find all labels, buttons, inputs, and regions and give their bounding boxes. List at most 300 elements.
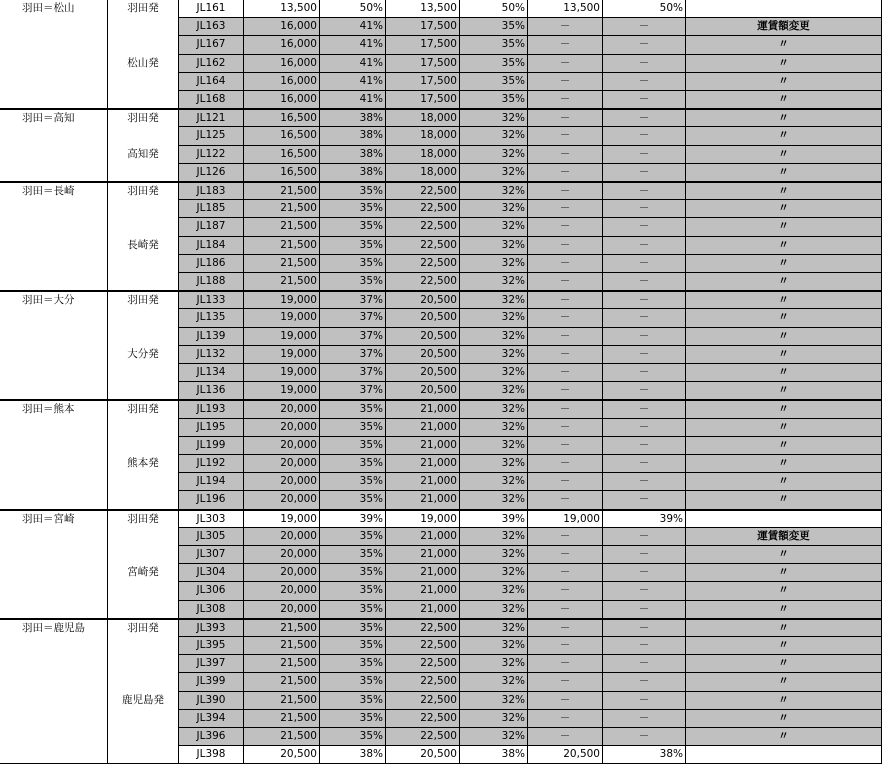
discount-3-cell: － bbox=[603, 364, 686, 382]
fare-1-cell: 21,500 bbox=[244, 637, 320, 655]
discount-3-cell: － bbox=[603, 164, 686, 182]
fare-2-cell: 22,500 bbox=[386, 255, 460, 273]
discount-2-cell: 32% bbox=[460, 437, 528, 455]
discount-2-cell: 32% bbox=[460, 710, 528, 728]
fare-3-cell: － bbox=[528, 91, 603, 109]
note-cell: 〃 bbox=[686, 255, 882, 273]
discount-3-cell: － bbox=[603, 473, 686, 491]
flight-number-cell: JL163 bbox=[179, 18, 244, 36]
discount-2-cell: 32% bbox=[460, 309, 528, 327]
direction-cell: 羽田発 bbox=[108, 399, 179, 455]
fare-2-cell: 21,000 bbox=[386, 455, 460, 473]
discount-3-cell: － bbox=[603, 309, 686, 327]
fare-2-cell: 22,500 bbox=[386, 618, 460, 637]
flight-number-cell: JL304 bbox=[179, 564, 244, 582]
discount-2-cell: 32% bbox=[460, 146, 528, 164]
discount-3-cell: － bbox=[603, 655, 686, 673]
discount-3-cell: － bbox=[603, 673, 686, 691]
flight-number-cell: JL139 bbox=[179, 328, 244, 346]
fare-3-cell: － bbox=[528, 255, 603, 273]
discount-2-cell: 32% bbox=[460, 473, 528, 491]
discount-2-cell: 32% bbox=[460, 564, 528, 582]
flight-number-cell: JL184 bbox=[179, 237, 244, 255]
discount-1-cell: 41% bbox=[320, 73, 386, 91]
fare-1-cell: 20,500 bbox=[244, 746, 320, 764]
fare-3-cell: － bbox=[528, 618, 603, 637]
discount-3-cell: － bbox=[603, 455, 686, 473]
discount-2-cell: 32% bbox=[460, 582, 528, 600]
flight-number-cell: JL122 bbox=[179, 146, 244, 164]
note-cell: 〃 bbox=[686, 273, 882, 291]
discount-3-cell: － bbox=[603, 237, 686, 255]
discount-1-cell: 35% bbox=[320, 546, 386, 564]
note-cell: 〃 bbox=[686, 582, 882, 600]
note-cell: 運賃額変更 bbox=[686, 528, 882, 546]
discount-3-cell: 38% bbox=[603, 746, 686, 764]
discount-3-cell: － bbox=[603, 582, 686, 600]
discount-1-cell: 37% bbox=[320, 290, 386, 309]
flight-number-cell: JL167 bbox=[179, 36, 244, 54]
discount-3-cell: － bbox=[603, 18, 686, 36]
flight-number-cell: JL195 bbox=[179, 419, 244, 437]
fare-3-cell: － bbox=[528, 273, 603, 291]
fare-1-cell: 20,000 bbox=[244, 528, 320, 546]
discount-3-cell: － bbox=[603, 419, 686, 437]
note-cell: 〃 bbox=[686, 146, 882, 164]
flight-number-cell: JL161 bbox=[179, 0, 244, 18]
note-cell: 〃 bbox=[686, 108, 882, 127]
route-cell: 羽田＝熊本 bbox=[0, 399, 108, 509]
fare-1-cell: 19,000 bbox=[244, 346, 320, 364]
fare-3-cell: － bbox=[528, 728, 603, 746]
fare-3-cell: － bbox=[528, 419, 603, 437]
discount-1-cell: 35% bbox=[320, 218, 386, 236]
note-cell: 〃 bbox=[686, 218, 882, 236]
flight-number-cell: JL399 bbox=[179, 673, 244, 691]
direction-cell: 宮崎発 bbox=[108, 564, 179, 619]
fare-1-cell: 19,000 bbox=[244, 309, 320, 327]
discount-2-cell: 32% bbox=[460, 164, 528, 182]
fare-1-cell: 21,500 bbox=[244, 618, 320, 637]
fare-3-cell: － bbox=[528, 564, 603, 582]
flight-number-cell: JL395 bbox=[179, 637, 244, 655]
fare-1-cell: 21,500 bbox=[244, 692, 320, 710]
fare-1-cell: 21,500 bbox=[244, 655, 320, 673]
fare-2-cell: 22,500 bbox=[386, 692, 460, 710]
discount-1-cell: 35% bbox=[320, 728, 386, 746]
discount-1-cell: 41% bbox=[320, 55, 386, 73]
discount-2-cell: 50% bbox=[460, 0, 528, 18]
fare-2-cell: 18,000 bbox=[386, 108, 460, 127]
fare-3-cell: － bbox=[528, 382, 603, 400]
discount-1-cell: 35% bbox=[320, 473, 386, 491]
fare-3-cell: － bbox=[528, 710, 603, 728]
discount-3-cell: － bbox=[603, 328, 686, 346]
fare-1-cell: 21,500 bbox=[244, 710, 320, 728]
flight-number-cell: JL162 bbox=[179, 55, 244, 73]
fare-2-cell: 17,500 bbox=[386, 55, 460, 73]
discount-1-cell: 35% bbox=[320, 655, 386, 673]
discount-2-cell: 38% bbox=[460, 746, 528, 764]
fare-2-cell: 20,500 bbox=[386, 364, 460, 382]
discount-1-cell: 35% bbox=[320, 528, 386, 546]
fare-2-cell: 22,500 bbox=[386, 728, 460, 746]
flight-number-cell: JL192 bbox=[179, 455, 244, 473]
fare-2-cell: 18,000 bbox=[386, 127, 460, 145]
discount-3-cell: － bbox=[603, 346, 686, 364]
flight-number-cell: JL398 bbox=[179, 746, 244, 764]
discount-3-cell: 39% bbox=[603, 509, 686, 528]
discount-3-cell: － bbox=[603, 710, 686, 728]
flight-number-cell: JL397 bbox=[179, 655, 244, 673]
fare-2-cell: 18,000 bbox=[386, 164, 460, 182]
discount-3-cell: － bbox=[603, 36, 686, 54]
fare-2-cell: 13,500 bbox=[386, 0, 460, 18]
fare-3-cell: － bbox=[528, 108, 603, 127]
fare-3-cell: 20,500 bbox=[528, 746, 603, 764]
discount-2-cell: 32% bbox=[460, 237, 528, 255]
discount-1-cell: 35% bbox=[320, 582, 386, 600]
fare-1-cell: 21,500 bbox=[244, 218, 320, 236]
note-cell bbox=[686, 0, 882, 18]
flight-number-cell: JL393 bbox=[179, 618, 244, 637]
direction-cell: 鹿児島発 bbox=[108, 692, 179, 765]
fare-2-cell: 21,000 bbox=[386, 582, 460, 600]
fare-2-cell: 22,500 bbox=[386, 200, 460, 218]
discount-2-cell: 32% bbox=[460, 382, 528, 400]
discount-2-cell: 32% bbox=[460, 692, 528, 710]
fare-1-cell: 19,000 bbox=[244, 290, 320, 309]
fare-1-cell: 21,500 bbox=[244, 181, 320, 200]
fare-3-cell: － bbox=[528, 309, 603, 327]
fare-3-cell: － bbox=[528, 399, 603, 418]
discount-2-cell: 32% bbox=[460, 218, 528, 236]
discount-2-cell: 32% bbox=[460, 673, 528, 691]
fare-1-cell: 20,000 bbox=[244, 601, 320, 619]
discount-3-cell: － bbox=[603, 181, 686, 200]
fare-3-cell: － bbox=[528, 692, 603, 710]
flight-number-cell: JL168 bbox=[179, 91, 244, 109]
fare-1-cell: 19,000 bbox=[244, 328, 320, 346]
note-cell: 〃 bbox=[686, 419, 882, 437]
discount-1-cell: 35% bbox=[320, 237, 386, 255]
discount-1-cell: 35% bbox=[320, 692, 386, 710]
discount-3-cell: － bbox=[603, 146, 686, 164]
fare-2-cell: 20,500 bbox=[386, 309, 460, 327]
fare-1-cell: 21,500 bbox=[244, 273, 320, 291]
direction-cell: 長崎発 bbox=[108, 237, 179, 292]
note-cell: 〃 bbox=[686, 73, 882, 91]
fare-3-cell: － bbox=[528, 437, 603, 455]
note-cell: 〃 bbox=[686, 164, 882, 182]
discount-1-cell: 35% bbox=[320, 399, 386, 418]
discount-2-cell: 32% bbox=[460, 127, 528, 145]
discount-1-cell: 35% bbox=[320, 601, 386, 619]
discount-3-cell: － bbox=[603, 91, 686, 109]
direction-cell: 熊本発 bbox=[108, 455, 179, 510]
note-cell: 〃 bbox=[686, 382, 882, 400]
discount-2-cell: 35% bbox=[460, 91, 528, 109]
discount-2-cell: 32% bbox=[460, 601, 528, 619]
discount-1-cell: 35% bbox=[320, 618, 386, 637]
fare-1-cell: 13,500 bbox=[244, 0, 320, 18]
discount-3-cell: － bbox=[603, 601, 686, 619]
direction-cell: 羽田発 bbox=[108, 509, 179, 565]
fare-1-cell: 19,000 bbox=[244, 382, 320, 400]
note-cell: 〃 bbox=[686, 36, 882, 54]
discount-1-cell: 37% bbox=[320, 346, 386, 364]
flight-number-cell: JL134 bbox=[179, 364, 244, 382]
note-cell: 〃 bbox=[686, 618, 882, 637]
fare-1-cell: 16,000 bbox=[244, 18, 320, 36]
discount-3-cell: － bbox=[603, 528, 686, 546]
fare-1-cell: 21,500 bbox=[244, 200, 320, 218]
discount-3-cell: － bbox=[603, 382, 686, 400]
flight-number-cell: JL125 bbox=[179, 127, 244, 145]
note-cell: 〃 bbox=[686, 710, 882, 728]
discount-2-cell: 32% bbox=[460, 200, 528, 218]
fare-1-cell: 16,000 bbox=[244, 36, 320, 54]
fare-3-cell: － bbox=[528, 546, 603, 564]
note-cell: 運賃額変更 bbox=[686, 18, 882, 36]
discount-3-cell: － bbox=[603, 73, 686, 91]
flight-number-cell: JL133 bbox=[179, 290, 244, 309]
fare-3-cell: － bbox=[528, 181, 603, 200]
flight-number-cell: JL186 bbox=[179, 255, 244, 273]
fare-1-cell: 20,000 bbox=[244, 437, 320, 455]
note-cell: 〃 bbox=[686, 455, 882, 473]
discount-1-cell: 35% bbox=[320, 564, 386, 582]
fare-2-cell: 22,500 bbox=[386, 181, 460, 200]
fare-2-cell: 21,000 bbox=[386, 399, 460, 418]
note-cell: 〃 bbox=[686, 673, 882, 691]
fare-1-cell: 16,000 bbox=[244, 91, 320, 109]
direction-cell: 羽田発 bbox=[108, 0, 179, 55]
discount-2-cell: 32% bbox=[460, 399, 528, 418]
discount-1-cell: 39% bbox=[320, 509, 386, 528]
discount-3-cell: 50% bbox=[603, 0, 686, 18]
route-cell: 羽田＝松山 bbox=[0, 0, 108, 109]
flight-number-cell: JL199 bbox=[179, 437, 244, 455]
discount-2-cell: 32% bbox=[460, 491, 528, 509]
fare-3-cell: － bbox=[528, 164, 603, 182]
discount-3-cell: － bbox=[603, 692, 686, 710]
fare-1-cell: 20,000 bbox=[244, 419, 320, 437]
discount-2-cell: 32% bbox=[460, 273, 528, 291]
fare-3-cell: 19,000 bbox=[528, 509, 603, 528]
flight-number-cell: JL390 bbox=[179, 692, 244, 710]
flight-number-cell: JL185 bbox=[179, 200, 244, 218]
note-cell: 〃 bbox=[686, 346, 882, 364]
discount-3-cell: － bbox=[603, 728, 686, 746]
fare-2-cell: 22,500 bbox=[386, 637, 460, 655]
fare-2-cell: 22,500 bbox=[386, 218, 460, 236]
fare-1-cell: 16,500 bbox=[244, 164, 320, 182]
discount-2-cell: 39% bbox=[460, 509, 528, 528]
discount-1-cell: 35% bbox=[320, 455, 386, 473]
fare-1-cell: 16,500 bbox=[244, 127, 320, 145]
flight-number-cell: JL188 bbox=[179, 273, 244, 291]
discount-3-cell: － bbox=[603, 564, 686, 582]
fare-3-cell: － bbox=[528, 655, 603, 673]
note-cell: 〃 bbox=[686, 55, 882, 73]
fare-3-cell: － bbox=[528, 237, 603, 255]
direction-cell: 羽田発 bbox=[108, 108, 179, 145]
discount-2-cell: 32% bbox=[460, 618, 528, 637]
fare-1-cell: 16,000 bbox=[244, 55, 320, 73]
discount-1-cell: 35% bbox=[320, 710, 386, 728]
fare-3-cell: － bbox=[528, 582, 603, 600]
fare-3-cell: － bbox=[528, 328, 603, 346]
discount-2-cell: 32% bbox=[460, 364, 528, 382]
discount-3-cell: － bbox=[603, 290, 686, 309]
fare-2-cell: 22,500 bbox=[386, 237, 460, 255]
note-cell: 〃 bbox=[686, 290, 882, 309]
discount-1-cell: 35% bbox=[320, 181, 386, 200]
discount-1-cell: 38% bbox=[320, 108, 386, 127]
fare-2-cell: 17,500 bbox=[386, 18, 460, 36]
flight-number-cell: JL396 bbox=[179, 728, 244, 746]
discount-2-cell: 32% bbox=[460, 546, 528, 564]
direction-cell: 羽田発 bbox=[108, 181, 179, 237]
discount-3-cell: － bbox=[603, 546, 686, 564]
fare-1-cell: 16,000 bbox=[244, 73, 320, 91]
flight-number-cell: JL183 bbox=[179, 181, 244, 200]
route-cell: 羽田＝宮崎 bbox=[0, 509, 108, 619]
flight-number-cell: JL187 bbox=[179, 218, 244, 236]
fare-2-cell: 21,000 bbox=[386, 437, 460, 455]
route-cell: 羽田＝大分 bbox=[0, 290, 108, 400]
fare-1-cell: 20,000 bbox=[244, 582, 320, 600]
discount-2-cell: 35% bbox=[460, 18, 528, 36]
note-cell: 〃 bbox=[686, 127, 882, 145]
fare-3-cell: － bbox=[528, 127, 603, 145]
fare-2-cell: 19,000 bbox=[386, 509, 460, 528]
discount-3-cell: － bbox=[603, 127, 686, 145]
discount-2-cell: 32% bbox=[460, 655, 528, 673]
flight-number-cell: JL307 bbox=[179, 546, 244, 564]
fare-3-cell: － bbox=[528, 673, 603, 691]
discount-1-cell: 35% bbox=[320, 419, 386, 437]
fare-2-cell: 21,000 bbox=[386, 419, 460, 437]
fare-3-cell: － bbox=[528, 637, 603, 655]
fare-1-cell: 21,500 bbox=[244, 255, 320, 273]
fare-1-cell: 20,000 bbox=[244, 455, 320, 473]
route-cell: 羽田＝長崎 bbox=[0, 181, 108, 291]
note-cell: 〃 bbox=[686, 309, 882, 327]
note-cell: 〃 bbox=[686, 728, 882, 746]
fare-3-cell: － bbox=[528, 55, 603, 73]
fare-2-cell: 21,000 bbox=[386, 564, 460, 582]
fare-2-cell: 17,500 bbox=[386, 91, 460, 109]
fare-3-cell: － bbox=[528, 473, 603, 491]
discount-2-cell: 32% bbox=[460, 637, 528, 655]
fare-1-cell: 16,500 bbox=[244, 108, 320, 127]
discount-1-cell: 35% bbox=[320, 273, 386, 291]
fare-3-cell: － bbox=[528, 200, 603, 218]
fare-1-cell: 20,000 bbox=[244, 564, 320, 582]
discount-1-cell: 35% bbox=[320, 200, 386, 218]
fare-3-cell: － bbox=[528, 18, 603, 36]
discount-1-cell: 38% bbox=[320, 164, 386, 182]
note-cell bbox=[686, 746, 882, 764]
fare-2-cell: 22,500 bbox=[386, 673, 460, 691]
fare-2-cell: 18,000 bbox=[386, 146, 460, 164]
fare-1-cell: 20,000 bbox=[244, 491, 320, 509]
note-cell: 〃 bbox=[686, 564, 882, 582]
direction-cell: 松山発 bbox=[108, 55, 179, 110]
discount-3-cell: － bbox=[603, 618, 686, 637]
discount-1-cell: 37% bbox=[320, 382, 386, 400]
note-cell: 〃 bbox=[686, 491, 882, 509]
note-cell: 〃 bbox=[686, 637, 882, 655]
route-cell: 羽田＝鹿児島 bbox=[0, 618, 108, 765]
route-cell: 羽田＝高知 bbox=[0, 108, 108, 182]
flight-number-cell: JL193 bbox=[179, 399, 244, 418]
note-cell: 〃 bbox=[686, 473, 882, 491]
flight-number-cell: JL121 bbox=[179, 108, 244, 127]
fare-1-cell: 16,500 bbox=[244, 146, 320, 164]
discount-1-cell: 38% bbox=[320, 146, 386, 164]
direction-cell: 羽田発 bbox=[108, 290, 179, 346]
note-cell: 〃 bbox=[686, 181, 882, 200]
discount-2-cell: 32% bbox=[460, 108, 528, 127]
fare-3-cell: － bbox=[528, 346, 603, 364]
discount-2-cell: 35% bbox=[460, 73, 528, 91]
discount-1-cell: 35% bbox=[320, 637, 386, 655]
discount-2-cell: 35% bbox=[460, 55, 528, 73]
fare-3-cell: － bbox=[528, 218, 603, 236]
flight-number-cell: JL303 bbox=[179, 509, 244, 528]
fare-2-cell: 22,500 bbox=[386, 273, 460, 291]
fare-2-cell: 21,000 bbox=[386, 491, 460, 509]
fare-1-cell: 19,000 bbox=[244, 364, 320, 382]
note-cell: 〃 bbox=[686, 399, 882, 418]
fare-1-cell: 21,500 bbox=[244, 673, 320, 691]
direction-cell: 高知発 bbox=[108, 146, 179, 182]
discount-3-cell: － bbox=[603, 637, 686, 655]
discount-1-cell: 41% bbox=[320, 91, 386, 109]
discount-3-cell: － bbox=[603, 491, 686, 509]
note-cell: 〃 bbox=[686, 437, 882, 455]
discount-1-cell: 35% bbox=[320, 255, 386, 273]
fare-2-cell: 17,500 bbox=[386, 36, 460, 54]
discount-3-cell: － bbox=[603, 437, 686, 455]
discount-2-cell: 32% bbox=[460, 528, 528, 546]
flight-number-cell: JL136 bbox=[179, 382, 244, 400]
fare-3-cell: － bbox=[528, 146, 603, 164]
fare-3-cell: － bbox=[528, 290, 603, 309]
note-cell: 〃 bbox=[686, 328, 882, 346]
fare-1-cell: 20,000 bbox=[244, 473, 320, 491]
discount-2-cell: 32% bbox=[460, 328, 528, 346]
note-cell: 〃 bbox=[686, 655, 882, 673]
flight-number-cell: JL126 bbox=[179, 164, 244, 182]
direction-cell: 羽田発 bbox=[108, 618, 179, 692]
flight-number-cell: JL194 bbox=[179, 473, 244, 491]
fare-2-cell: 21,000 bbox=[386, 528, 460, 546]
flight-number-cell: JL135 bbox=[179, 309, 244, 327]
note-cell: 〃 bbox=[686, 692, 882, 710]
direction-cell: 大分発 bbox=[108, 346, 179, 401]
discount-3-cell: － bbox=[603, 399, 686, 418]
flight-number-cell: JL308 bbox=[179, 601, 244, 619]
discount-1-cell: 37% bbox=[320, 309, 386, 327]
fare-2-cell: 20,500 bbox=[386, 746, 460, 764]
discount-1-cell: 37% bbox=[320, 328, 386, 346]
flight-number-cell: JL306 bbox=[179, 582, 244, 600]
discount-1-cell: 50% bbox=[320, 0, 386, 18]
